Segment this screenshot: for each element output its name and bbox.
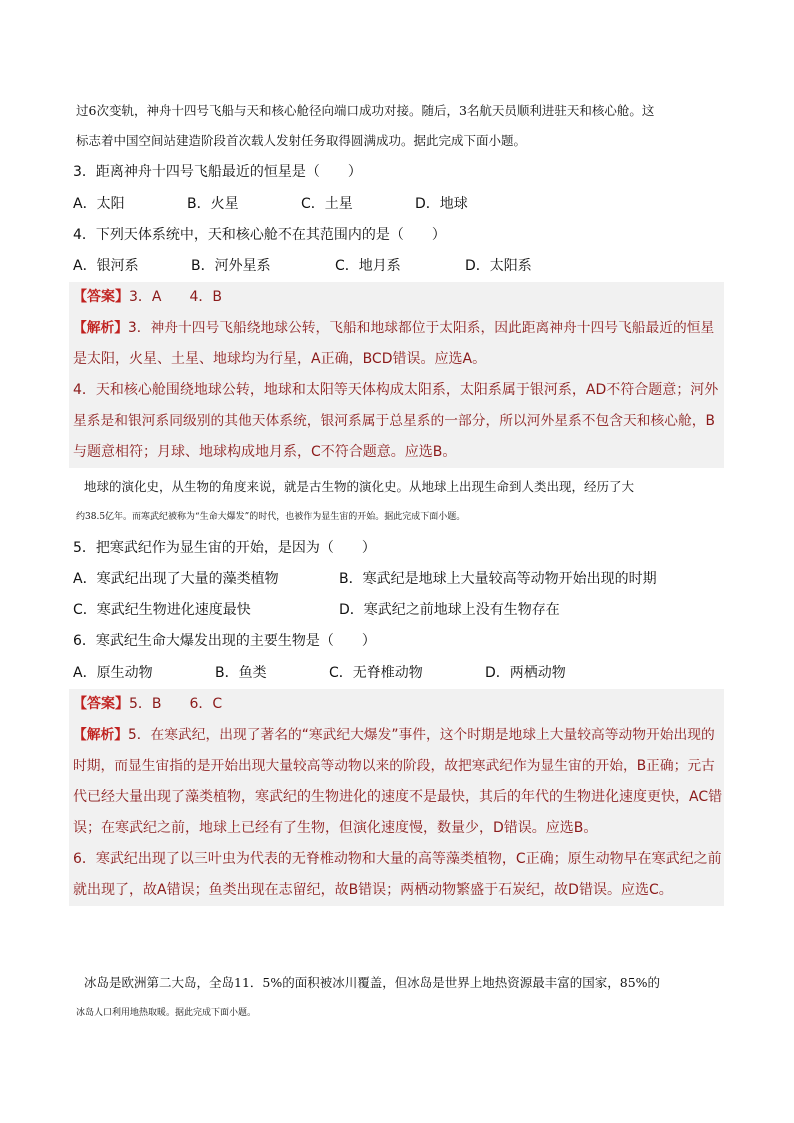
analysis-line: 4．天和核心舱围绕地球公转，地球和太阳等天体构成太阳系，太阳系属于银河系，AD不符合题意；河外 [73, 382, 719, 398]
question-5-stem: 5．把寒武纪作为显生宙的开始，是因为（ ） [73, 540, 376, 556]
option-b: B．火星 [187, 196, 239, 212]
answer-analysis-block-2 [69, 689, 724, 906]
option-d: D．地球 [415, 196, 468, 212]
option-c: C．无脊椎动物 [329, 665, 423, 681]
option-c: C．寒武纪生物进化速度最快 [73, 602, 251, 618]
option-c: C．地月系 [335, 258, 401, 274]
answer-text: 3．A 4．B [129, 289, 222, 305]
analysis-line: 是太阳，火星、土星、地球均为行星，A正确，BCD错误。应选A。 [73, 351, 487, 367]
option-b: B．寒武纪是地球上大量较高等动物开始出现的时期 [339, 571, 657, 587]
answer-text: 5．B 6．C [129, 696, 223, 712]
answer-row [69, 282, 724, 313]
analysis-line: 误；在寒武纪之前，地球上已经有了生物，但演化速度慢，数量少，D错误。应选B。 [73, 820, 598, 836]
question-5-options-row2 [73, 596, 733, 624]
analysis-tag: 【解析】 [73, 320, 129, 336]
passage-iceland [76, 968, 728, 1028]
analysis-line: 6．寒武纪出现了以三叶虫为代表的无脊椎动物和大量的高等藻类植物，C正确；原生动物早在寒武纪之前 [73, 851, 722, 867]
option-c: C．土星 [301, 196, 353, 212]
passage-line: 地球的演化史，从生物的角度来说，就是古生物的演化史。从地球上出现生命到人类出现，经历了大 [84, 479, 635, 494]
analysis-line: 与题意相符；月球、地球构成地月系，C不符合题意。应选B。 [73, 444, 457, 460]
option-d: D．两栖动物 [485, 665, 566, 681]
question-4-stem: 4．下列天体系统中，天和核心舱不在其范围内的是（ ） [73, 227, 446, 243]
option-d: D．寒武纪之前地球上没有生物存在 [339, 602, 560, 618]
answer-analysis-block-1 [69, 282, 724, 468]
question-3-stem: 3．距离神舟十四号飞船最近的恒星是（ ） [73, 164, 362, 180]
option-a: A．银河系 [73, 258, 139, 274]
answer-row [69, 689, 724, 720]
passage-line: 冰岛人口利用地热取暖。据此完成下面小题。 [76, 1008, 257, 1018]
question-6-options [73, 659, 733, 687]
question-4-options [73, 252, 733, 280]
option-a: A．太阳 [73, 196, 125, 212]
answer-tag: 【答案】 [73, 289, 129, 305]
analysis-line: 代已经大量出现了藻类植物，寒武纪的生物进化的速度不是最快，其后的年代的生物进化速度更快，AC错 [73, 789, 723, 805]
analysis-line: 星系是和银河系同级别的其他天体系统，银河系属于总星系的一部分，所以河外星系不包含天和核心舱，B [73, 413, 715, 429]
analysis-line: 5．在寒武纪，出现了著名的“寒武纪大爆发”事件，这个时期是地球上大量较高等动物开始出现的 [128, 727, 715, 743]
option-b: B．河外星系 [191, 258, 271, 274]
passage-line: 冰岛是欧洲第二大岛，全岛11．5%的面积被冰川覆盖，但冰岛是世界上地热资源最丰富的国家，85%的 [84, 975, 661, 990]
analysis-line: 就出现了，故A错误；鱼类出现在志留纪，故B错误；两栖动物繁盛于石炭纪，故D错误。应选C。 [73, 882, 673, 898]
passage-line: 过6次变轨，神舟十四号飞船与天和核心舱径向端口成功对接。随后，3名航天员顺利进驻天和核心舱。这 [76, 103, 655, 118]
analysis-row [69, 720, 724, 751]
passage-line: 标志着中国空间站建造阶段首次载人发射任务取得圆满成功。据此完成下面小题。 [76, 133, 527, 148]
question-6-stem: 6．寒武纪生命大爆发出现的主要生物是（ ） [73, 633, 376, 649]
option-d: D．太阳系 [465, 258, 532, 274]
analysis-line: 时期，而显生宙指的是开始出现大量较高等动物以来的阶段，故把寒武纪作为显生宙的开始，B正确；元古 [73, 758, 715, 774]
passage-cambrian [76, 472, 728, 532]
option-a: A．原生动物 [73, 665, 153, 681]
option-b: B．鱼类 [215, 665, 267, 681]
answer-tag: 【答案】 [73, 696, 129, 712]
analysis-line: 3．神舟十四号飞船绕地球公转，飞船和地球都位于太阳系，因此距离神舟十四号飞船最近的恒星 [128, 320, 715, 336]
question-5-options-row1 [73, 565, 733, 593]
question-3-options [73, 190, 733, 218]
passage-shenzhou [76, 96, 728, 156]
option-a: A．寒武纪出现了大量的藻类植物 [73, 571, 279, 587]
analysis-row [69, 313, 724, 344]
analysis-tag: 【解析】 [73, 727, 129, 743]
passage-line: 约38.5亿年。而寒武纪被称为“生命大爆发”的时代，也被作为显生宙的开始。据此完成下面小题。 [76, 512, 466, 522]
